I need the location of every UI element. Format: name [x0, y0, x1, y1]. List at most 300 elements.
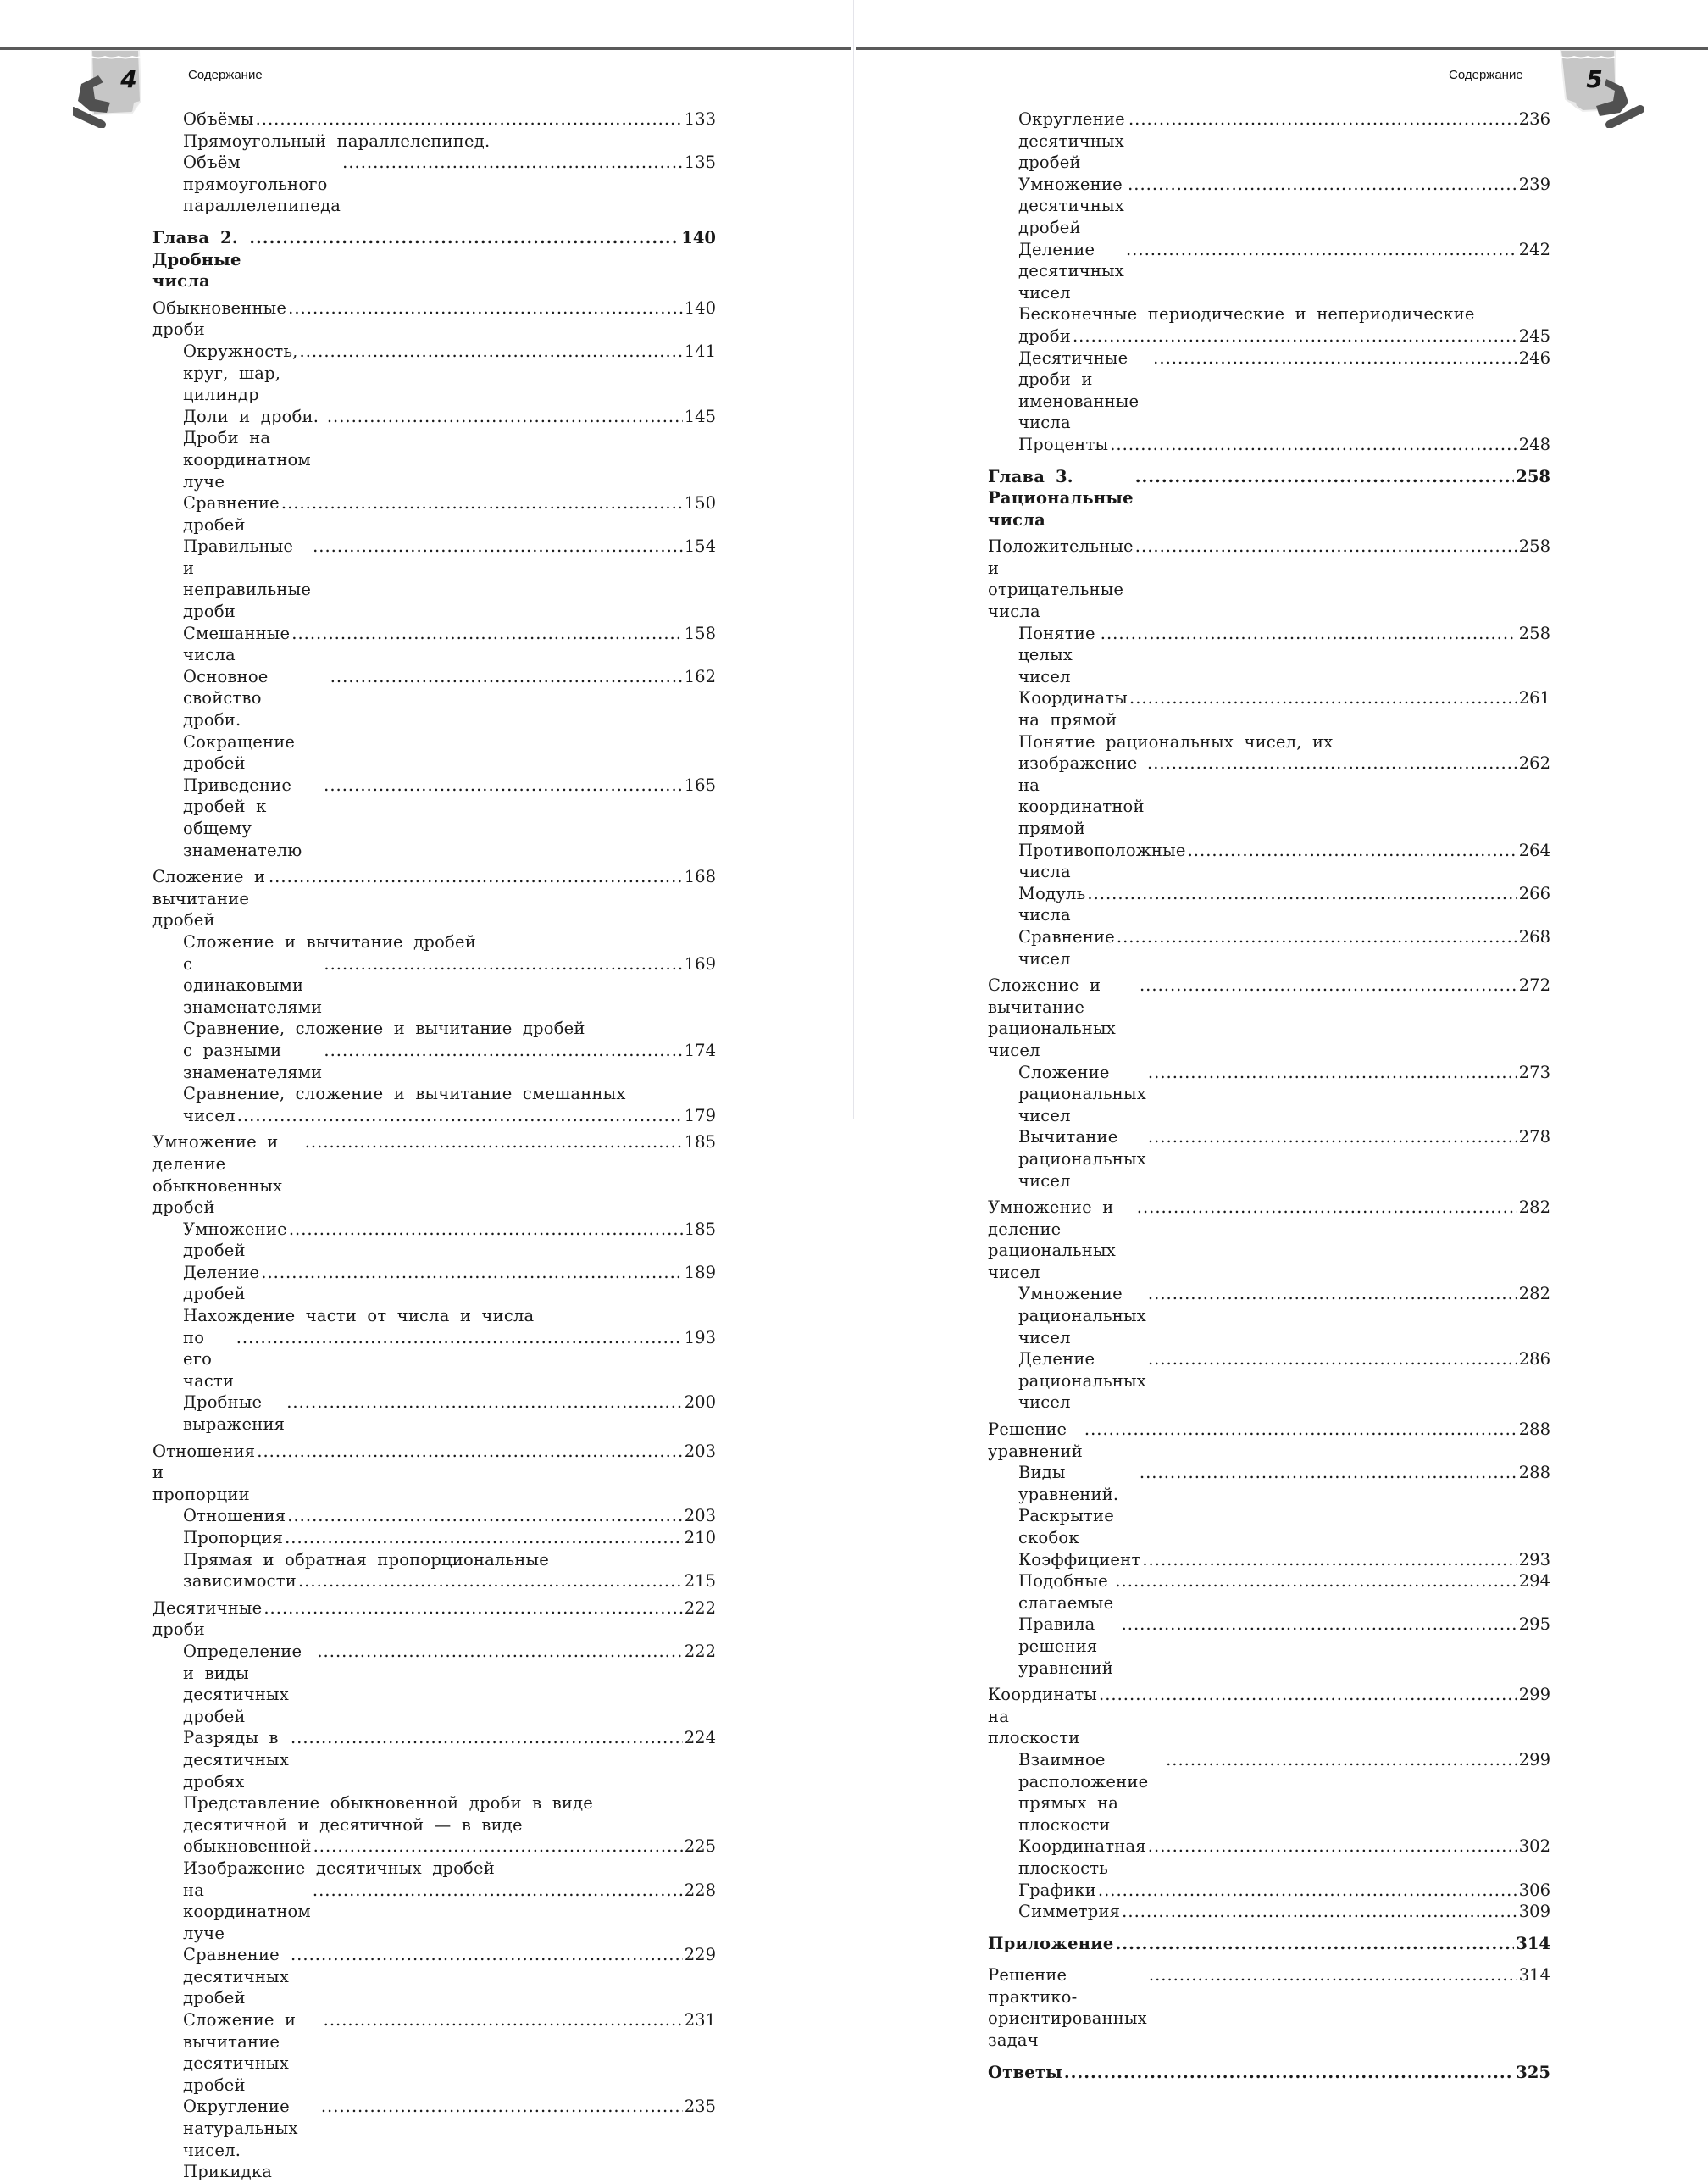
- toc-entry-title-line: [152, 1441, 716, 1506]
- toc-entry-text: Деление десятичных чисел: [1018, 239, 1124, 303]
- toc-section-entry[interactable]: [152, 227, 716, 292]
- toc-entry-title: [1018, 1062, 1550, 1127]
- toc-page-number: 282: [1518, 1284, 1550, 1304]
- toc-entry[interactable]: [988, 1614, 1550, 1679]
- toc-entry[interactable]: [988, 883, 1550, 926]
- dot-leader: [1099, 1684, 1517, 1706]
- toc-page-number: 141: [684, 341, 716, 361]
- toc-entry-text: Подобные слагаемые: [1018, 1571, 1114, 1613]
- toc-entry-title-line: [1018, 174, 1550, 239]
- toc-entry-text: Сравнение дробей: [183, 493, 280, 535]
- toc-entry-text: Координатная плоскость: [1018, 1836, 1146, 1878]
- dot-leader: [1153, 347, 1517, 369]
- toc-entry-title: [1018, 1570, 1550, 1614]
- toc-entry-title: [1018, 434, 1550, 456]
- toc-entry[interactable]: [152, 1505, 716, 1527]
- toc-page-number: 185: [684, 1219, 716, 1239]
- dot-leader: [305, 1131, 683, 1153]
- toc-entry-title-line: [1018, 731, 1550, 753]
- toc-entry-text: с одинаковыми знаменателями: [183, 953, 323, 1017]
- toc-entry-text: Координаты на прямой: [1018, 688, 1128, 730]
- toc-entry-title-line: [988, 1419, 1550, 1462]
- toc-entry[interactable]: [152, 1792, 716, 1858]
- dot-leader: [1116, 1933, 1515, 1955]
- toc-section-entry[interactable]: [152, 866, 716, 931]
- toc-entry-title: [1018, 347, 1550, 434]
- toc-entry[interactable]: [152, 775, 716, 861]
- toc-entry-title-line: [1018, 1348, 1550, 1414]
- toc-entry-title: [183, 1305, 716, 1391]
- dot-leader: [1149, 1964, 1517, 1986]
- toc-page-number: 268: [1518, 926, 1550, 947]
- dot-leader: [1110, 434, 1517, 456]
- toc-entry-text: Умножение и деление рациональных чисел: [988, 1197, 1116, 1282]
- toc-entry-title: [1018, 1462, 1550, 1548]
- toc-entry-title: [1018, 1614, 1550, 1679]
- dot-leader: [324, 953, 682, 975]
- toc-entry-title-line: [1018, 347, 1550, 434]
- page-gutter: [853, 0, 854, 1119]
- toc-section-entry[interactable]: [988, 1684, 1550, 1749]
- toc-page-number: 264: [1518, 840, 1550, 860]
- toc-page-number: 200: [684, 1392, 716, 1413]
- toc-entry[interactable]: [988, 1880, 1550, 1902]
- toc-entry-title: [183, 1083, 716, 1126]
- toc-entry-title-line: [1018, 623, 1550, 688]
- toc-entry-text: Разряды в десятичных дробях: [183, 1728, 289, 1791]
- toc-entry-title-line: [1018, 1749, 1550, 1836]
- toc-entry-text: Виды уравнений. Раскрытие скобок: [1018, 1463, 1119, 1547]
- toc-entry-text: дроби: [1018, 325, 1071, 346]
- toc-section-entry[interactable]: [988, 1933, 1550, 1955]
- page-number-left: 4: [120, 65, 137, 93]
- toc-page-number: 272: [1518, 975, 1550, 996]
- toc-page-number: 185: [684, 1132, 716, 1153]
- toc-page-number: 235: [684, 2097, 716, 2117]
- dot-leader: [313, 536, 683, 558]
- dot-leader: [1137, 1197, 1517, 1219]
- toc-entry-title-line: [183, 152, 716, 217]
- dot-leader: [1122, 1901, 1517, 1923]
- toc-entry-title-line: [183, 1570, 716, 1592]
- toc-section-entry[interactable]: [988, 1197, 1550, 1283]
- toc-entry[interactable]: [988, 1348, 1550, 1414]
- toc-entry-text: Деление рациональных чисел: [1018, 1349, 1146, 1413]
- toc-page-number: 299: [1518, 1749, 1550, 1769]
- toc-entry[interactable]: [152, 1549, 716, 1592]
- dot-leader: [249, 227, 679, 249]
- toc-page-number: 288: [1518, 1463, 1550, 1483]
- toc-entry-title-line: [1018, 840, 1550, 883]
- dot-leader: [286, 1391, 683, 1414]
- toc-entry[interactable]: [152, 1262, 716, 1305]
- toc-entry-text: Сложение и вычитание дробей: [152, 867, 266, 930]
- toc-page-number: 228: [684, 1880, 716, 1900]
- toc-entry-title: [183, 2009, 716, 2096]
- toc-entry-title: [183, 1944, 716, 2009]
- toc-entry-title: [1018, 731, 1550, 840]
- toc-entry-title-line: [183, 666, 716, 775]
- toc-entry-title: [1018, 1126, 1550, 1191]
- toc-entry-title: [1018, 1880, 1550, 1902]
- toc-entry-text: Пропорция: [183, 1528, 284, 1547]
- toc-entry-title: [183, 1505, 716, 1527]
- toc-section-entry[interactable]: [988, 975, 1550, 1061]
- toc-page-number: 286: [1518, 1349, 1550, 1369]
- toc-entry[interactable]: [988, 1462, 1550, 1548]
- dot-leader: [321, 2096, 683, 2118]
- dot-leader: [288, 297, 683, 319]
- toc-page-number: 133: [684, 109, 716, 129]
- toc-entry-title-line: [988, 1197, 1550, 1283]
- toc-entry[interactable]: [152, 536, 716, 622]
- toc-entry-title-line: [183, 2096, 716, 2182]
- toc-page-number: 222: [684, 1597, 716, 1618]
- dot-leader: [1128, 108, 1517, 131]
- dot-leader: [287, 1505, 682, 1527]
- toc-page-number: 282: [1518, 1197, 1550, 1218]
- toc-entry[interactable]: [152, 1083, 716, 1126]
- toc-section-entry[interactable]: [152, 1441, 716, 1506]
- toc-entry-title-line: [152, 1131, 716, 1218]
- toc-entry-title: [988, 2062, 1550, 2084]
- toc-page-number: 224: [684, 1728, 716, 1748]
- toc-page-number: 302: [1518, 1836, 1550, 1857]
- toc-entry-text: Сложение и вычитание рациональных чисел: [988, 975, 1116, 1060]
- toc-page-number: 309: [1518, 1902, 1550, 1922]
- toc-section-entry[interactable]: [152, 297, 716, 341]
- toc-entry-title-line: [1018, 303, 1550, 325]
- toc-entry-text: Координаты на плоскости: [988, 1685, 1097, 1748]
- toc-page-number: 325: [1516, 2062, 1550, 2082]
- toc-entry[interactable]: [988, 303, 1550, 347]
- toc-entry-title-line: [183, 953, 716, 1019]
- toc-entry[interactable]: [152, 1018, 716, 1083]
- toc-page-number: 222: [684, 1641, 716, 1661]
- toc-section-entry[interactable]: [988, 1419, 1550, 1462]
- toc-page-number: 168: [684, 867, 716, 887]
- page-number-badge-right: [1552, 50, 1645, 128]
- dot-leader: [281, 492, 683, 514]
- toc-entry[interactable]: [152, 406, 716, 492]
- toc-entry[interactable]: [152, 341, 716, 406]
- dot-leader: [298, 1570, 683, 1592]
- toc-entry-title: [1018, 1549, 1550, 1571]
- dot-leader: [1148, 1126, 1517, 1148]
- toc-entry[interactable]: [152, 131, 716, 217]
- dot-leader: [291, 1727, 683, 1749]
- toc-section-entry[interactable]: [152, 1597, 716, 1641]
- toc-entry[interactable]: [152, 1527, 716, 1549]
- toc-entry-title-line: [183, 2009, 716, 2096]
- toc-page-number: 203: [684, 1441, 716, 1461]
- toc-page-number: 210: [684, 1528, 716, 1547]
- dot-leader: [1148, 1836, 1517, 1858]
- dot-leader: [291, 1944, 683, 1966]
- dot-leader: [1084, 1419, 1517, 1441]
- toc-entry-text: Правильные и неправильные дроби: [183, 536, 312, 622]
- toc-entry-text: Объёмы: [183, 109, 254, 129]
- toc-entry-title-line: [1018, 1570, 1550, 1614]
- dot-leader: [1148, 1348, 1517, 1370]
- toc-page-number: 246: [1518, 347, 1550, 368]
- toc-entry-title: [183, 131, 716, 217]
- toc-entry[interactable]: [152, 108, 716, 131]
- toc-page-number: 174: [684, 1040, 716, 1060]
- toc-entry-title-line: [183, 1792, 716, 1814]
- dot-leader: [1142, 1549, 1517, 1571]
- toc-entry-text: Проценты: [1018, 434, 1109, 454]
- toc-entry-title-line: [1018, 1062, 1550, 1127]
- toc-entry-text: Вычитание рациональных чисел: [1018, 1127, 1146, 1191]
- toc-entry-title: [152, 1441, 716, 1506]
- toc-entry-text: Умножение рациональных чисел: [1018, 1284, 1146, 1347]
- toc-entry-title-line: [988, 2062, 1550, 2084]
- toc-section-entry[interactable]: [988, 536, 1550, 622]
- toc-entry-title-line: [1018, 108, 1550, 174]
- dot-leader: [324, 775, 683, 797]
- toc-entry-text: Смешанные числа: [183, 623, 291, 665]
- dot-leader: [263, 1597, 682, 1619]
- toc-entry[interactable]: [988, 108, 1550, 174]
- toc-entry-text: Отношения и пропорции: [152, 1441, 256, 1504]
- toc-entry-title-line: [988, 536, 1550, 622]
- toc-entry[interactable]: [152, 2009, 716, 2096]
- toc-entry-title-line: [183, 1105, 716, 1127]
- toc-entry-text: десятичной и десятичной — в виде: [183, 1814, 523, 1835]
- dot-leader: [257, 1441, 682, 1463]
- toc-entry-title: [988, 466, 1550, 531]
- toc-entry[interactable]: [988, 1549, 1550, 1571]
- toc-page-number: 165: [684, 775, 716, 795]
- toc-entry-title-line: [988, 1933, 1550, 1955]
- toc-entry-text: Прямая и обратная пропорциональные: [183, 1549, 549, 1569]
- dot-leader: [1098, 1880, 1517, 1902]
- toc-entry[interactable]: [988, 174, 1550, 239]
- toc-entry[interactable]: [152, 931, 716, 1018]
- toc-entry-title-line: [183, 131, 716, 153]
- toc-entry-title-line: [183, 1549, 716, 1571]
- toc-entry-text: Умножение десятичных дробей: [1018, 174, 1124, 237]
- toc-entry-text: Сравнение десятичных дробей: [183, 1945, 289, 2008]
- page-number-right: 5: [1586, 65, 1603, 93]
- toc-entry[interactable]: [152, 1391, 716, 1435]
- toc-entry-text: Коэффициент: [1018, 1549, 1141, 1569]
- toc-entry-text: Доли и дроби. Дроби на координатном луче: [183, 406, 319, 492]
- toc-entry-text: Сложение рациональных чисел: [1018, 1062, 1146, 1125]
- dot-leader: [1140, 1462, 1517, 1484]
- dot-leader: [330, 666, 683, 688]
- toc-entry-text: зависимости: [183, 1571, 297, 1591]
- toc-entry[interactable]: [152, 1727, 716, 1792]
- toc-entry[interactable]: [988, 239, 1550, 304]
- dot-leader: [1129, 687, 1517, 709]
- toc-entry-title: [1018, 926, 1550, 969]
- dot-leader: [1128, 174, 1517, 196]
- dot-leader: [313, 1836, 683, 1858]
- toc-entry-title: [152, 1131, 716, 1218]
- dot-leader: [327, 406, 683, 428]
- toc-entry-title: [1018, 108, 1550, 174]
- toc-entry-title-line: [1018, 1462, 1550, 1548]
- dot-leader: [261, 1262, 683, 1284]
- toc-entry[interactable]: [988, 1126, 1550, 1191]
- toc-page-number: 150: [684, 493, 716, 514]
- toc-entry-title: [988, 1197, 1550, 1283]
- toc-entry-title: [1018, 687, 1550, 730]
- toc-entry-title: [988, 1933, 1550, 1955]
- dot-leader: [1126, 239, 1517, 261]
- toc-page-number: 314: [1516, 1933, 1550, 1953]
- toc-entry-title: [152, 227, 716, 292]
- toc-entry-title-line: [183, 1858, 716, 1880]
- toc-page-number: 236: [1518, 109, 1550, 129]
- dot-leader: [289, 1219, 683, 1241]
- toc-entry-title: [152, 866, 716, 931]
- toc-page-number: 294: [1518, 1571, 1550, 1591]
- toc-entry-title-line: [183, 1219, 716, 1262]
- toc-section-entry[interactable]: [988, 2062, 1550, 2084]
- toc-entry-text: Определение и виды десятичных дробей: [183, 1641, 302, 1726]
- toc-page-number: 239: [1518, 174, 1550, 194]
- toc-entry[interactable]: [988, 1570, 1550, 1614]
- toc-entry[interactable]: [988, 687, 1550, 730]
- toc-page-number: 162: [684, 666, 716, 686]
- toc-entry-title: [1018, 1283, 1550, 1348]
- toc-entry-text: Модуль числа: [1018, 883, 1086, 925]
- toc-entry[interactable]: [988, 1062, 1550, 1127]
- toc-entry[interactable]: [152, 492, 716, 536]
- toc-entry-text: Дробные выражения: [183, 1392, 286, 1435]
- toc-entry[interactable]: [152, 2096, 716, 2182]
- toc-entry-text: Нахождение части от числа и числа: [183, 1306, 535, 1326]
- toc-entry[interactable]: [988, 731, 1550, 840]
- toc-entry-text: Противоположные числа: [1018, 840, 1186, 882]
- toc-entry[interactable]: [152, 1944, 716, 2009]
- toc-entry-text: Округление натуральных чисел. Прикидка: [183, 2097, 298, 2182]
- toc-entry[interactable]: [988, 1283, 1550, 1348]
- dot-leader: [1087, 883, 1517, 905]
- toc-entry[interactable]: [152, 1858, 716, 1944]
- dot-leader: [285, 1527, 683, 1549]
- toc-section-entry[interactable]: [988, 1964, 1550, 2051]
- toc-entry-title-line: [1018, 1283, 1550, 1348]
- toc-entry-title-line: [1018, 753, 1550, 839]
- toc-entry-title-line: [183, 775, 716, 861]
- toc-entry[interactable]: [988, 840, 1550, 883]
- toc-entry[interactable]: [152, 623, 716, 666]
- toc-entry-title: [183, 666, 716, 775]
- toc-entry[interactable]: [988, 1749, 1550, 1836]
- toc-entry-title: [183, 1262, 716, 1305]
- toc-page-number: 306: [1518, 1880, 1550, 1900]
- toc-page-number: 145: [684, 406, 716, 426]
- dot-leader: [236, 1327, 683, 1349]
- toc-entry-title: [183, 1641, 716, 1727]
- toc-entry-title-line: [183, 1083, 716, 1105]
- toc-page-number: 154: [684, 536, 716, 557]
- toc-entry[interactable]: [988, 623, 1550, 688]
- toc-entry-text: Бесконечные периодические и непериодические: [1018, 304, 1475, 325]
- toc-page-number: 293: [1518, 1549, 1550, 1569]
- toc-entry-title-line: [183, 1880, 716, 1945]
- toc-entry-title-line: [152, 1597, 716, 1641]
- toc-page-number: 295: [1518, 1614, 1550, 1635]
- dot-leader: [269, 866, 683, 888]
- dot-leader: [1140, 975, 1517, 997]
- toc-entry-text: Понятие рациональных чисел, их: [1018, 731, 1334, 752]
- toc-entry-text: Ответы: [988, 2062, 1062, 2082]
- toc-entry-text: Представление обыкновенной дроби в виде: [183, 1793, 594, 1814]
- toc-entry-title: [183, 2096, 716, 2182]
- toc-entry-title-line: [183, 1305, 716, 1327]
- toc-page-number: 169: [684, 953, 716, 974]
- toc-entry-text: Решение практико-ориентированных задач: [988, 1965, 1147, 2051]
- dot-leader: [313, 1880, 683, 1902]
- toc-entry[interactable]: [152, 1305, 716, 1391]
- toc-section-entry[interactable]: [152, 1131, 716, 1218]
- toc-entry[interactable]: [152, 666, 716, 775]
- toc-entry-title: [183, 1527, 716, 1549]
- toc-entry[interactable]: [988, 1836, 1550, 1879]
- toc-page-number: 262: [1518, 753, 1550, 774]
- dot-leader: [324, 1040, 682, 1062]
- toc-entry-text: Сравнение чисел: [1018, 926, 1115, 969]
- toc-entry-text: Сложение и вычитание дробей: [183, 931, 476, 952]
- toc-entry-title-line: [1018, 1614, 1550, 1679]
- running-head-left: Содержание: [188, 68, 263, 82]
- toc-page-number: 189: [684, 1262, 716, 1282]
- dot-leader: [1147, 753, 1517, 775]
- toc-entry-text: чисел: [183, 1105, 236, 1125]
- toc-entry-text: с разными знаменателями: [183, 1040, 323, 1082]
- toc-section-entry[interactable]: [988, 466, 1550, 531]
- toc-entry-text: по его части: [183, 1327, 235, 1391]
- toc-entry-text: Глава 2. Дробные числа: [152, 227, 241, 292]
- toc-entry-title-line: [183, 406, 716, 492]
- toc-entry-title: [183, 536, 716, 622]
- toc-entry-title-line: [183, 1814, 716, 1836]
- toc-entry-title-line: [183, 1641, 716, 1727]
- toc-page-number: 299: [1518, 1685, 1550, 1705]
- toc-entry[interactable]: [988, 347, 1550, 434]
- toc-entry-title: [183, 931, 716, 1018]
- toc-entry-text: Взаимное расположение прямых на плоскости: [1018, 1749, 1149, 1835]
- toc-entry-title-line: [988, 975, 1550, 1061]
- toc-entry-title: [988, 1684, 1550, 1749]
- toc-entry-title-line: [183, 536, 716, 622]
- toc-entry-title: [1018, 303, 1550, 347]
- toc-entry[interactable]: [988, 1901, 1550, 1923]
- table-of-contents-left: [152, 108, 716, 2183]
- toc-page-number: 203: [684, 1506, 716, 1526]
- toc-entry-title: [183, 492, 716, 536]
- toc-entry-title-line: [152, 866, 716, 931]
- toc-entry-text: Объём прямоугольного параллелепипеда: [183, 153, 341, 216]
- toc-page-number: 258: [1518, 623, 1550, 643]
- toc-entry[interactable]: [988, 926, 1550, 969]
- toc-entry[interactable]: [988, 434, 1550, 456]
- toc-page-number: 261: [1518, 688, 1550, 708]
- toc-entry-title-line: [183, 1505, 716, 1527]
- toc-entry[interactable]: [152, 1641, 716, 1727]
- toc-entry-text: Отношения: [183, 1506, 286, 1526]
- toc-entry[interactable]: [152, 1219, 716, 1262]
- toc-entry-title-line: [152, 227, 716, 292]
- toc-entry-title-line: [183, 1327, 716, 1392]
- toc-entry-text: Графики: [1018, 1880, 1096, 1900]
- toc-entry-text: Правила решения уравнений: [1018, 1614, 1113, 1678]
